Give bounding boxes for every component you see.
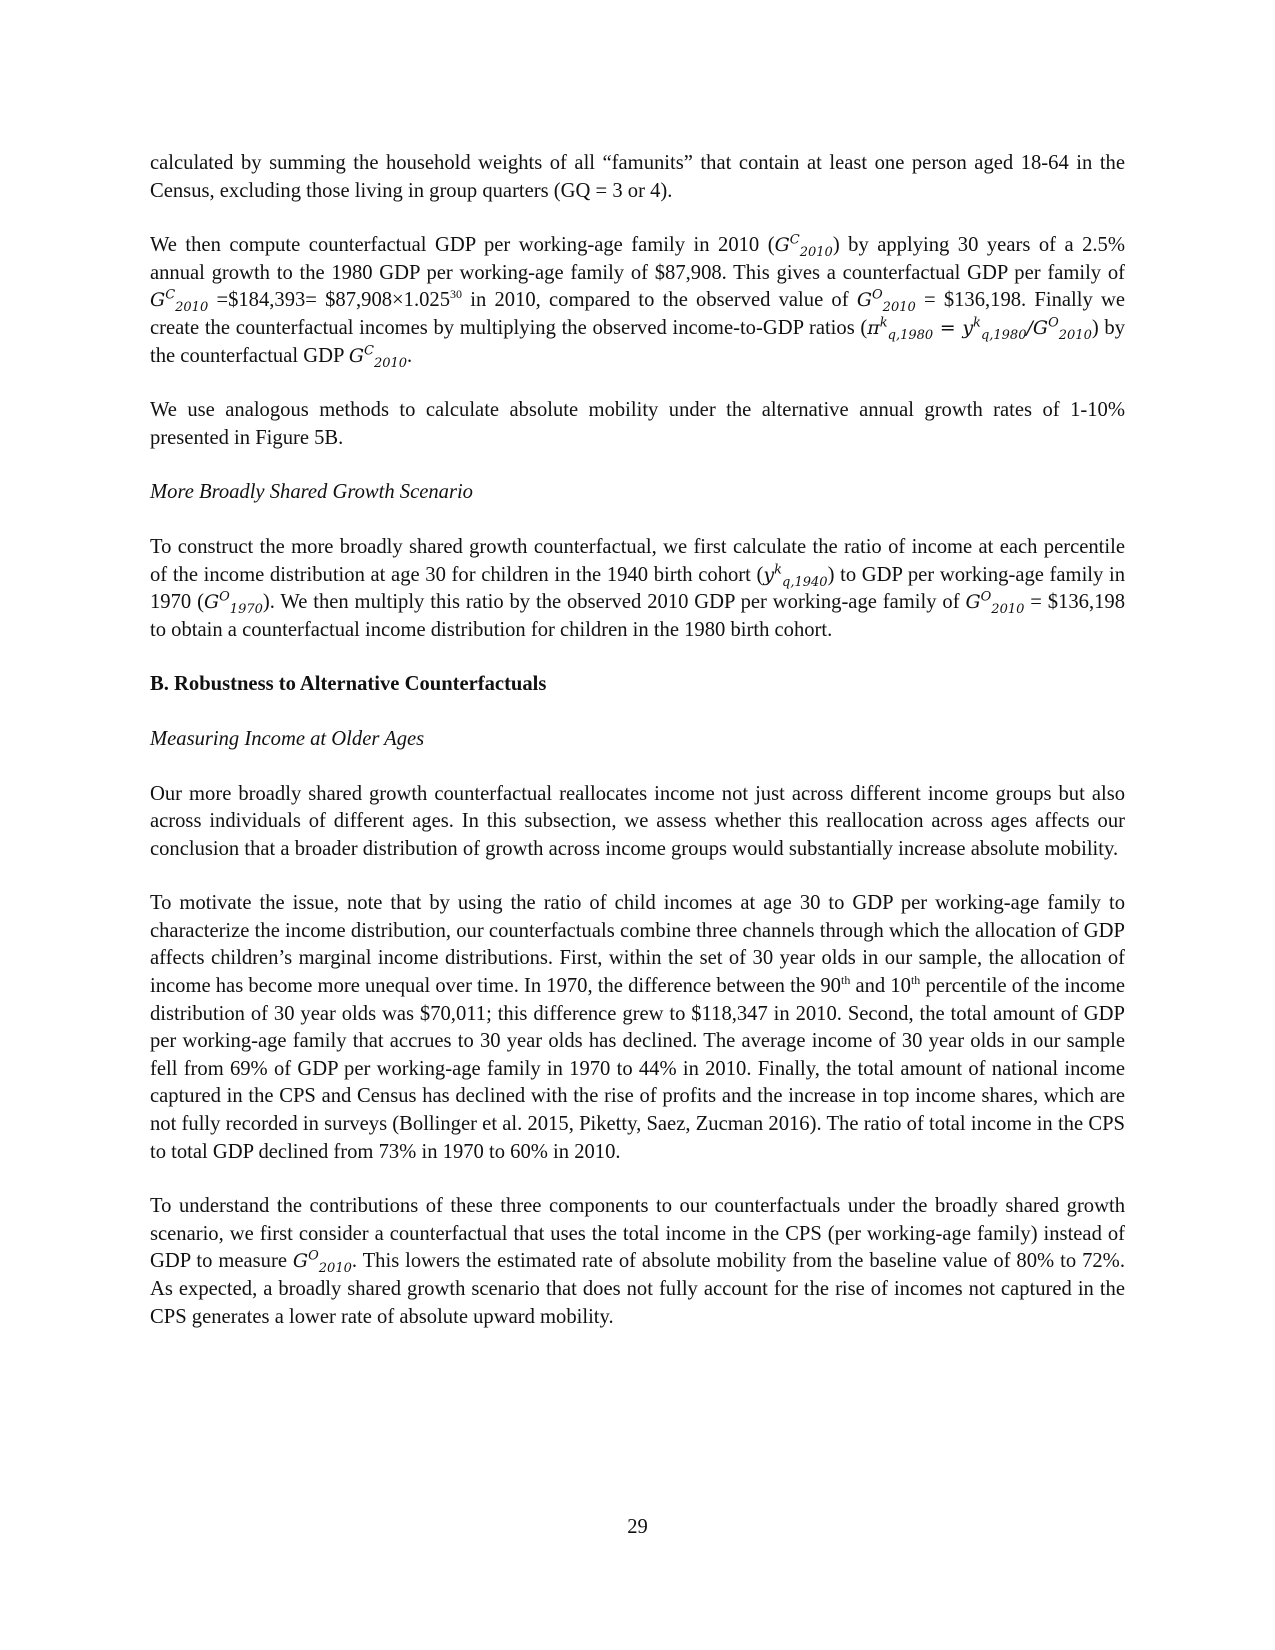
paragraph-three-channels bbox=[150, 890, 1125, 1166]
math-g2010-c: $G^C_{2010}$ bbox=[348, 343, 408, 371]
math-g2010-c: $G^C_{2010}$ bbox=[150, 288, 209, 316]
paragraph-text: . This lowers the estimated rate of absolute mobility from the baseline value of 80% to 72%. As expected, a broadly shared growth scenario that does not fully account for the rise of incomes not captured in the CPS generates a lower rate of absolute upward mobility. bbox=[150, 1250, 1125, 1328]
paragraph-counterfactual-gdp bbox=[150, 232, 1125, 370]
math-g2010-o: $G^O_{2010}$ bbox=[965, 589, 1025, 617]
paragraph-text: Our more broadly shared growth counterfactual reallocates income not just across different income groups but also across individuals of different ages. In this subsection, we assess whether this reallocation across ages affects our conclusion that a broader distribution of growth across income groups would substantially increase absolute mobility. bbox=[150, 782, 1125, 860]
paragraph-text: percentile of the income distribution of 30 year olds was $70,011; this difference grew to $118,347 in 2010. Second, the total amount of GDP per working-age family that accrues to 30 year olds has declined. The average income of 30 year olds in our sample fell from 69% of GDP per working-age family in 1970 to 44% in 2010. Finally, the total amount of national income captured in the CPS and Census has declined with the rise of profits and the increase in top income shares, which are not fully recorded in surveys (Bollinger et al. 2015, Piketty, Saez, Zucman 2016). The ratio of total income in the CPS to total GDP declined from 73% in 1970 to 60% in 2010. bbox=[150, 975, 1126, 1163]
paragraph-analogous-methods bbox=[150, 397, 1125, 452]
math-g2010-c: $G^C_{2010}$ bbox=[774, 232, 833, 260]
page-body bbox=[150, 150, 1125, 1358]
paragraph-text: ) to GDP per working-age family in 1970 ( bbox=[150, 563, 1125, 614]
paragraph-text: ) by applying 30 years of a 2.5% annual growth to the 1980 GDP per working-age family of $87,908. This gives a counterfactual GDP per family of bbox=[150, 234, 1125, 284]
ordinal-suffix: th bbox=[910, 973, 921, 988]
paragraph-text: We use analogous methods to calculate absolute mobility under the alternative annual growth rates of 1-10% presented in Figure 5B. bbox=[150, 399, 1125, 449]
math-g2010-o: $G^O_{2010}$ bbox=[856, 288, 916, 316]
section-heading-older-ages: Measuring Income at Older Ages bbox=[150, 727, 425, 750]
math-y-1940: $y^k_{q,1940}$ bbox=[763, 562, 828, 590]
math-pi-ratio: $\pi^k_{q,1980} = y^k_{q,1980}/G^O_{2010}$ bbox=[867, 315, 1092, 343]
paragraph-text: . bbox=[407, 344, 413, 367]
paragraph-text: ). We then multiply this ratio by the observed 2010 GDP per working-age family of bbox=[262, 591, 966, 614]
ordinal-suffix: th bbox=[840, 973, 851, 988]
paragraph-reallocation bbox=[150, 781, 1125, 864]
paragraph-contributions bbox=[150, 1193, 1125, 1331]
page-number: 29 bbox=[627, 1516, 648, 1538]
exponent: 30 bbox=[450, 287, 463, 302]
paragraph-text: To understand the contributions of these three components to our counterfactuals under the broadly shared growth scenario, we first consider a counterfactual that uses the total income in the CPS (per working-age family) instead of GDP to measure bbox=[150, 1195, 1125, 1273]
section-heading-shared-growth: More Broadly Shared Growth Scenario bbox=[150, 481, 473, 504]
section-heading-robustness: B. Robustness to Alternative Counterfactuals bbox=[150, 673, 547, 696]
math-g1970-o: $G^O_{1970}$ bbox=[203, 589, 263, 617]
paragraph-text: =$184,393= $87,908×1.025 bbox=[208, 289, 451, 312]
paragraph-text: We then compute counterfactual GDP per working-age family in 2010 ( bbox=[150, 234, 775, 257]
paragraph-text: To construct the more broadly shared growth counterfactual, we first calculate the ratio of income at each percentile of the income distribution at age 30 for children in the 1940 birth cohort ( bbox=[150, 535, 1125, 586]
paragraph-text: To motivate the issue, note that by using the ratio of child incomes at age 30 to GDP per working-age family to characterize the income distribution, our counterfactuals combine three channels through which the allocation of GDP affects children’s marginal income distributions. First, within the set of 30 year olds in our sample, the allocation of income has become more unequal over time. In 1970, the difference between the 90 bbox=[150, 892, 1125, 998]
paragraph-broadly-shared bbox=[150, 534, 1125, 644]
paragraph-text: = $136,198. Finally we create the counterfactual incomes by multiplying the observed income-to-GDP ratios ( bbox=[150, 289, 1125, 339]
paragraph-text: calculated by summing the household weights of all “famunits” that contain at least one person aged 18-64 in the Census, excluding those living in group quarters (GQ = 3 or 4). bbox=[150, 152, 1125, 202]
math-g2010-o: $G^O_{2010}$ bbox=[292, 1249, 352, 1277]
paragraph-famunits bbox=[150, 150, 1125, 205]
paragraph-text: in 2010, compared to the observed value of bbox=[462, 289, 857, 312]
paragraph-text: and 10 bbox=[850, 975, 911, 998]
paragraph-text: ) by the counterfactual GDP bbox=[150, 316, 1125, 367]
paragraph-text: = $136,198 to obtain a counterfactual income distribution for children in the 1980 birth cohort. bbox=[150, 591, 1125, 641]
